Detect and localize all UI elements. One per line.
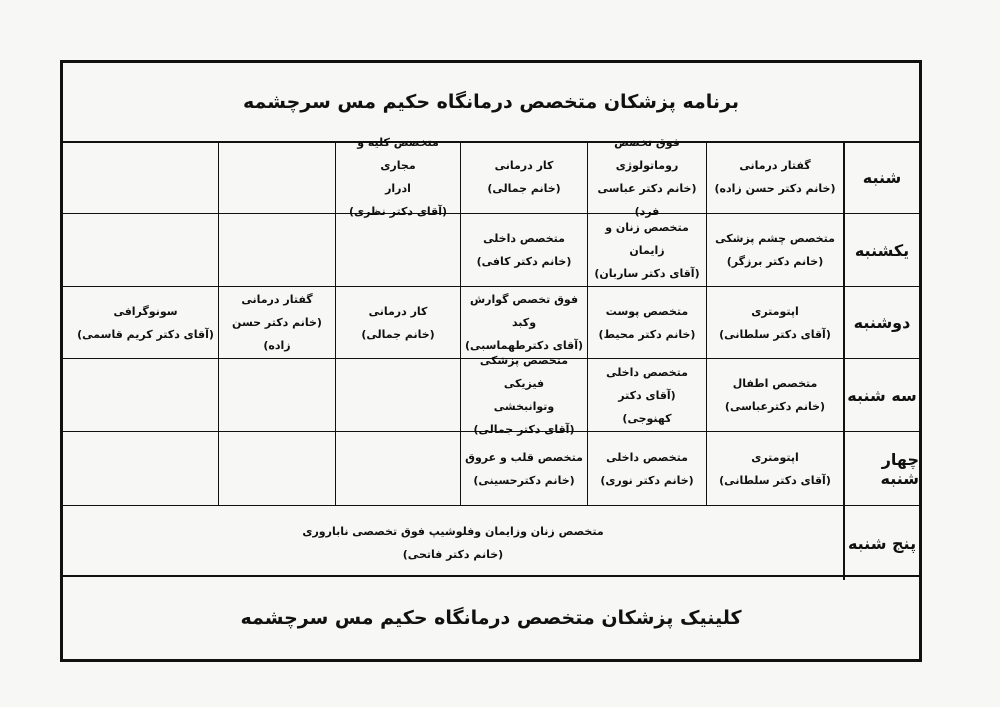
- schedule-cell: [460, 214, 587, 286]
- cell-text: متخصص قلب و عروق: [465, 450, 583, 464]
- day-row: [63, 432, 919, 506]
- cell-text: (خانم جمالی): [361, 327, 435, 341]
- cell-text: کار درمانی: [494, 159, 554, 172]
- cell-text: (خانم دکتر فاتحی): [402, 548, 504, 561]
- cell-text: (آقای دکتر جمالی): [473, 423, 575, 436]
- day-row: [63, 136, 919, 218]
- page-footer: کلینیک پزشکان متخصص درمانگاه حکیم مس سرچشمه: [63, 575, 919, 659]
- day-label: سه شنبه: [843, 359, 919, 431]
- day-label: شنبه: [843, 141, 919, 213]
- cell-text: اپتومتری: [751, 304, 799, 318]
- day-row: [63, 506, 919, 580]
- day-row: [63, 214, 919, 287]
- schedule-cell: [218, 141, 335, 213]
- cell-text: (خانم دکتر عباسی فرد): [597, 182, 697, 218]
- cell-text: فوق تخصص روماتولوژی: [614, 136, 680, 172]
- schedule-cell: [218, 432, 335, 505]
- cell-text: (خانم دکتر کافی): [476, 255, 572, 268]
- schedule-cell: [460, 432, 587, 505]
- cell-text: (آقای دکتر کریم قاسمی): [77, 327, 214, 341]
- schedule-cell: [587, 359, 706, 431]
- cell-text: متخصص داخلی: [606, 365, 688, 379]
- page-title: برنامه پزشکان متخصص درمانگاه حکیم مس سرچشمه: [63, 63, 919, 143]
- cell-text: (خانم دکتر برزگر): [726, 255, 824, 268]
- schedule-cell: [73, 359, 218, 431]
- cell-text: وتوانبخشی: [493, 400, 555, 413]
- schedule-cell: [460, 141, 587, 213]
- schedule-cell: [460, 287, 587, 358]
- cell-text: (آقای دکتر سلطانی): [719, 327, 831, 341]
- cell-text: (خانم دکتر محیط): [598, 327, 696, 341]
- cell-text: (خانم دکترحسینی): [473, 473, 575, 487]
- cell-text: سونوگرافی: [113, 304, 178, 318]
- schedule-cell: [706, 287, 843, 358]
- cell-text: (آقای دکترطهماسبی): [464, 339, 583, 352]
- schedule-cell: [335, 136, 460, 218]
- cell-text: گفتار درمانی: [241, 293, 313, 306]
- cell-text: متخصص زنان وزایمان وفلوشیپ فوق تخصصی ناباروری: [302, 525, 604, 538]
- cell-text: متخصص داخلی: [606, 450, 688, 464]
- cell-text: فوق تخصص گوارش وکبد: [469, 293, 579, 329]
- day-label: یکشنبه: [843, 214, 919, 286]
- cell-text: متخصص پوست: [605, 304, 689, 318]
- day-label: پنج شنبه: [843, 506, 919, 580]
- schedule-cell: [73, 141, 218, 213]
- schedule-cell: [73, 287, 218, 358]
- cell-text: (خانم دکتر حسن زاده): [714, 182, 836, 195]
- schedule-cell: [335, 214, 460, 286]
- cell-text: (آقای دکتر ساربان): [594, 266, 700, 280]
- day-label: چهار شنبه: [843, 432, 919, 505]
- schedule-cell: [460, 354, 587, 436]
- cell-text: ادرار: [385, 182, 411, 195]
- schedule-cell: [587, 287, 706, 358]
- cell-text: (خانم دکترعباسی): [724, 400, 826, 413]
- cell-text: گفتار درمانی: [739, 159, 811, 172]
- schedule-cell: [218, 214, 335, 286]
- cell-text: متخصص چشم پزشکی: [715, 232, 835, 245]
- schedule-cell: [587, 214, 706, 286]
- cell-text: متخصص زنان و زایمان: [605, 220, 689, 257]
- cell-text: (خانم جمالی): [487, 182, 561, 195]
- schedule-cell: [73, 432, 218, 505]
- schedule-cell: [218, 359, 335, 431]
- schedule-cell: [706, 214, 843, 286]
- cell-text: (خانم دکتر حسن زاده): [232, 316, 322, 352]
- schedule-cell: [706, 141, 843, 213]
- day-label: دوشنبه: [843, 287, 919, 358]
- schedule-frame: [60, 60, 922, 662]
- schedule-cell: [706, 359, 843, 431]
- schedule-cell-merged: [63, 506, 843, 580]
- cell-text: (آقای دکتر کهنوجی): [618, 388, 676, 425]
- cell-text: (خانم دکتر نوری): [600, 473, 694, 487]
- cell-text: کار درمانی: [368, 304, 428, 318]
- schedule-cell: [73, 214, 218, 286]
- schedule-cell: [706, 432, 843, 505]
- schedule-cell: [587, 136, 706, 218]
- cell-text: متخصص اطفال: [732, 377, 818, 390]
- cell-text: متخصص کلیه و مجاری: [357, 136, 439, 172]
- schedule-cell: [335, 359, 460, 431]
- cell-text: (آقای دکتر نظری): [348, 205, 448, 218]
- cell-text: متخصص پزشکی فیزیکی: [479, 354, 569, 390]
- schedule-cell: [218, 287, 335, 358]
- day-row: [63, 354, 919, 436]
- schedule-cell: [335, 432, 460, 505]
- cell-text: اپتومتری: [751, 450, 799, 464]
- schedule-cell: [587, 432, 706, 505]
- schedule-table: [63, 136, 919, 580]
- schedule-cell: [335, 287, 460, 358]
- cell-text: متخصص داخلی: [483, 232, 565, 245]
- cell-text: (آقای دکتر سلطانی): [719, 473, 831, 487]
